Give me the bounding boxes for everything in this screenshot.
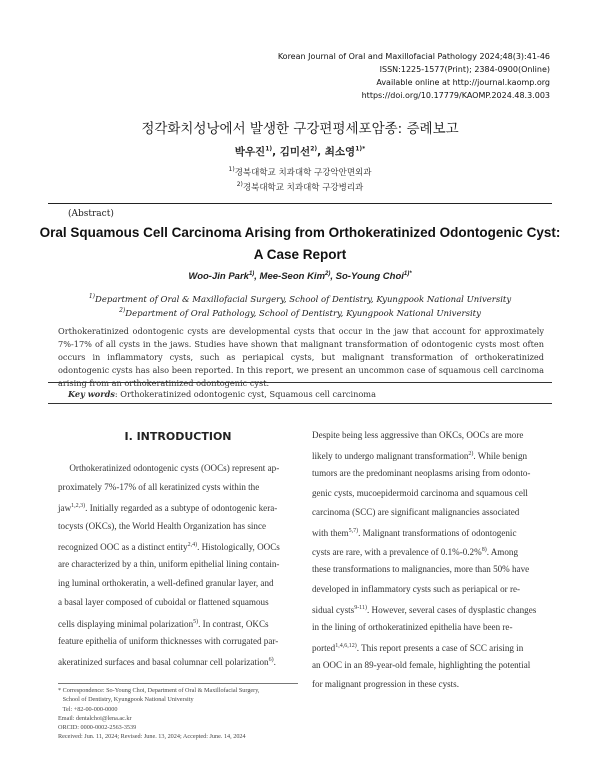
right-column-line: in the lining of orthokeratinized epithelia have been re- bbox=[312, 621, 513, 632]
left-column-line: a basal layer composed of cuboidal or flattened squamous bbox=[58, 597, 269, 608]
left-column-line: akeratinized surfaces and basal columnar cell polarization$^{6)}$. bbox=[58, 656, 276, 667]
english-title-line-2: A Case Report bbox=[253, 247, 347, 262]
right-column-line: developed in inflammatory cysts such as periapical or re- bbox=[312, 583, 521, 594]
footnote-institution: School of Dentistry, Kyungpook National University bbox=[58, 696, 194, 704]
right-column-line: Despite being less aggressive than OKCs, OOCs are more bbox=[312, 430, 524, 440]
abstract-label: (Abstract) bbox=[68, 209, 114, 219]
footnote-email[interactable]: Email: dentalchoi@lena.ac.kr bbox=[58, 714, 132, 722]
left-column-line: jaw$^{1,2,3)}$. Initially regarded as a subtype of odontogenic kera- bbox=[58, 503, 278, 514]
keywords-top-divider bbox=[48, 382, 552, 383]
left-column bbox=[58, 459, 298, 670]
right-column-line: genic cysts, mucoepidermoid carcinoma and squamous cell bbox=[312, 487, 528, 498]
right-column-line: cysts are rare, with a prevalence of 0.1%-0.2%$^{8)}$. Among bbox=[312, 547, 519, 558]
left-column-line: feature epithelia of uniform thicknesses with corrugated par- bbox=[58, 635, 279, 646]
footnote-divider bbox=[58, 683, 298, 684]
left-column-line: cells displaying minimal polarization$^{5)}$. In contrast, OKCs bbox=[58, 618, 269, 629]
journal-issn: ISSN:1225-1577(Print); 2384-0900(Online) bbox=[379, 65, 550, 74]
footnote-orcid: ORCID: 0000-0002-2563-3539 bbox=[58, 724, 137, 732]
right-column-line: carcinoma (SCC) are significant malignancies associated bbox=[312, 506, 520, 517]
footnote-correspondence: * Correspondence: So-Young Choi, Department of Oral & Maxillofacial Surgery, bbox=[58, 687, 260, 694]
footnote-dates: Received: Jun. 11, 2024; Revised: June. 13, 2024; Accepted: June. 14, 2024 bbox=[58, 733, 246, 741]
left-column-line: ing luminal orthokeratin, a well-defined granular layer, and bbox=[58, 578, 274, 589]
left-column-line: tocysts (OKCs), the World Health Organization has since bbox=[58, 520, 267, 531]
left-column-line: recognized OOC as a distinct entity$^{2,4)}$. Histologically, OOCs bbox=[58, 541, 280, 552]
right-column bbox=[312, 426, 548, 695]
footnote-phone: Tel: +82-00-000-0000 bbox=[58, 705, 118, 713]
right-column-line: ported$^{1,4,6,12)}$. This report presents a case of SCC arising in bbox=[312, 643, 524, 654]
keywords bbox=[68, 389, 376, 399]
left-column-line: proximately 7%-17% of all keratinized cysts within the bbox=[58, 482, 260, 493]
right-column-line: an OOC in an 89-year-old female, highlighting the potential bbox=[312, 660, 531, 671]
keywords-text: : Orthokeratinized odontogenic cyst, Squamous cell carcinoma bbox=[114, 389, 376, 399]
header-divider bbox=[48, 203, 552, 204]
english-authors: Woo-Jin Park$^{1)}$, Mee-Seon Kim$^{2)}$, So-Young Choi$^{1)*}$ bbox=[188, 271, 412, 283]
right-column-line: with them$^{5,7)}$. Malignant transformations of odontogenic bbox=[312, 527, 517, 538]
keywords-label: Key words bbox=[68, 389, 115, 399]
right-column-line: tumors are the predominant neoplasms arising from odonto- bbox=[312, 468, 531, 479]
korean-title: 정각화치성낭에서 발생한 구강편평세포암종: 증례보고 bbox=[141, 121, 459, 137]
english-title bbox=[0, 222, 600, 266]
footnote bbox=[58, 686, 308, 742]
korean-affiliation-1: $^{1)}$경북대학교 치과대학 구강악안면외과 bbox=[228, 166, 372, 178]
right-column-line: likely to undergo malignant transformation$^{2)}$. While benign bbox=[312, 451, 528, 462]
section-title-introduction: Ⅰ. INTRODUCTION bbox=[124, 430, 232, 443]
left-column-line: are characterized by a thin, uniform epithelial lining contain- bbox=[58, 558, 280, 569]
korean-affiliation-2: $^{2)}$경북대학교 치과대학 구강병리과 bbox=[236, 181, 364, 193]
english-affiliation-1: $^{1)}$Department of Oral & Maxillofacial Surgery, School of Dentistry, Kyungpook National University bbox=[88, 293, 512, 305]
english-title-line-1: Oral Squamous Cell Carcinoma Arising from Orthokeratinized Odontogenic Cyst: bbox=[39, 225, 561, 240]
journal-header bbox=[190, 50, 550, 102]
journal-doi[interactable]: https://doi.org/10.17779/KAOMP.2024.48.3.003 bbox=[361, 91, 550, 100]
right-column-line: sidual cysts$^{9-11)}$. However, several cases of dysplastic changes bbox=[312, 604, 537, 615]
left-column-line: Orthokeratinized odontogenic cysts (OOCs) represent ap- bbox=[58, 463, 280, 473]
journal-citation: Korean Journal of Oral and Maxillofacial Pathology 2024;48(3):41-46 bbox=[277, 52, 550, 61]
abstract-text: Orthokeratinized odontogenic cysts are developmental cysts that occur in the jaw that account for approximately 7%-17% of all cysts in the jaws. Studies have shown that malignant transformation of odontogenic cysts most often occurs in inflammatory cysts, such as periapical cysts, but malignant transformation of orthokeratinized odontogenic cysts has also been reported. In this report, we present an uncommon case of squamous cell carcinoma arising from an orthokeratinized odontogenic cyst. bbox=[58, 326, 544, 388]
english-affiliation-2: $^{2)}$Department of Oral Pathology, School of Dentistry, Kyungpook National University bbox=[119, 307, 481, 319]
right-column-line: these transformations to malignancies, more than 50% have bbox=[312, 564, 530, 575]
right-column-line: for malignant progression in these cysts. bbox=[312, 679, 459, 690]
journal-url[interactable]: Available online at http://journal.kaomp.org bbox=[376, 78, 550, 87]
korean-authors: 박우진$^{1)}$, 김미선$^{2)}$, 최소영$^{1)*}$ bbox=[234, 145, 366, 158]
keywords-bottom-divider bbox=[48, 403, 552, 404]
